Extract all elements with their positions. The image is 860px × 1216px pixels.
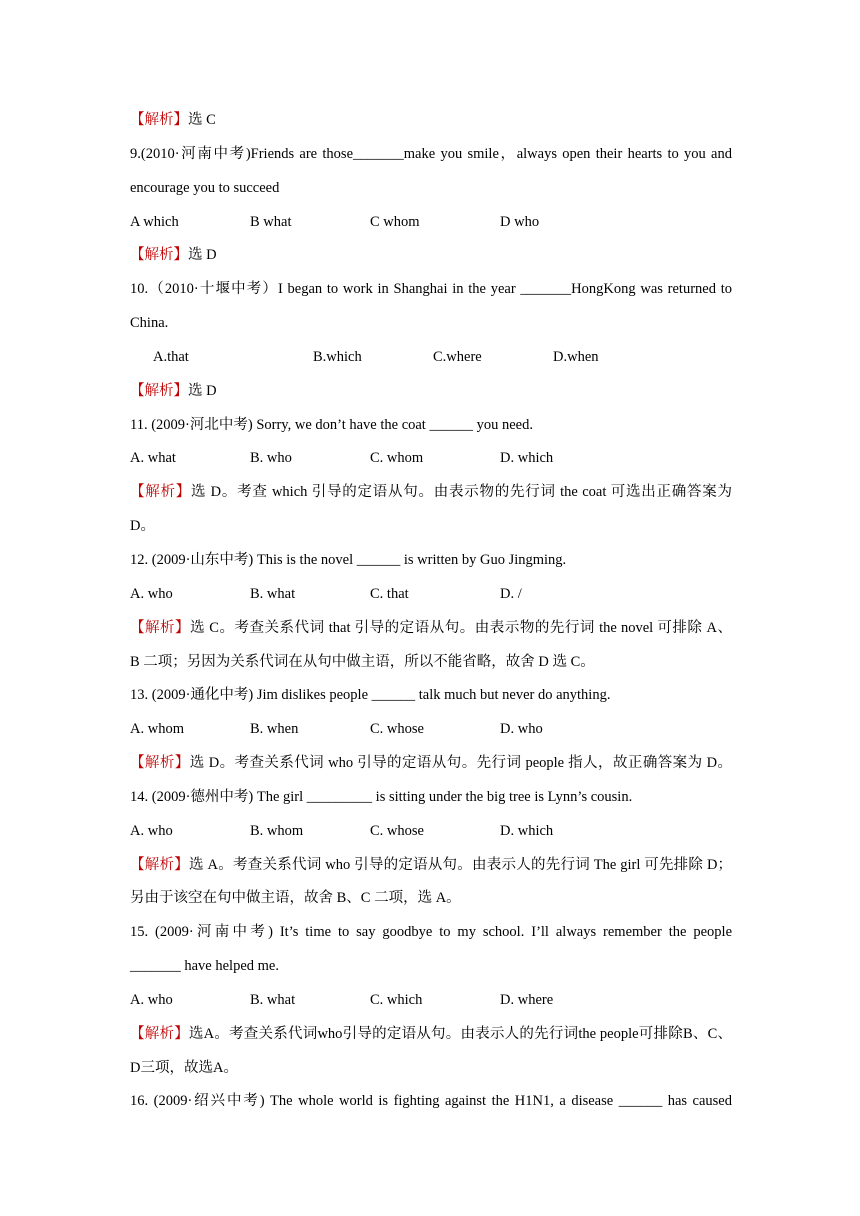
analysis-text: 选 C。考查关系代词 that 引导的定语从句。由表示物的先行词 the novel 可排除 A、 xyxy=(190,619,733,636)
analysis-text: 选 D。考查 which 引导的定语从句。由表示物的先行词 the coat 可选出正确答案为 xyxy=(191,484,732,501)
analysis-line xyxy=(130,104,732,138)
option-item: C. whose xyxy=(370,822,424,839)
analysis-tag: 【解析】 xyxy=(130,247,188,264)
question-line: _______ have helped me. xyxy=(130,958,279,975)
analysis-line xyxy=(130,747,732,781)
options-line xyxy=(130,984,732,1018)
option-item: C whom xyxy=(370,213,420,230)
option-item: B.which xyxy=(313,348,362,365)
question-line: B 二项；另因为关系代词在从句中做主语，所以不能省略，故舍 D 选 C。 xyxy=(130,653,595,670)
option-item: C. whom xyxy=(370,450,424,467)
option-item: D.when xyxy=(553,348,599,365)
option-item: C. whose xyxy=(370,721,424,738)
option-item: B. what xyxy=(250,991,296,1008)
analysis-line xyxy=(130,375,732,409)
question-line: 10.（2010·十堰中考）I began to work in Shanghai in the year _______HongKong was returned to xyxy=(130,281,732,298)
option-item: A. what xyxy=(130,450,176,467)
analysis-line xyxy=(130,239,732,273)
analysis-line xyxy=(130,476,732,510)
options-line xyxy=(130,206,732,240)
analysis-tag: 【解析】 xyxy=(130,1025,189,1042)
option-item: A. who xyxy=(130,585,173,602)
option-item: B. whom xyxy=(250,822,304,839)
question-line: 14. (2009·德州中考) The girl _________ is sitting under the big tree is Lynn’s cousin. xyxy=(130,788,633,805)
analysis-text: 选 D。考查关系代词 who 引导的定语从句。先行词 people 指人，故正确答案为 D。 xyxy=(189,755,732,772)
option-item: D. who xyxy=(500,721,543,738)
question-line: 16. (2009·绍兴中考) The whole world is fighting against the H1N1, a disease ______ has caused xyxy=(130,1093,732,1110)
analysis-tag: 【解析】 xyxy=(130,484,191,501)
analysis-tag: 【解析】 xyxy=(130,382,188,399)
analysis-text: 选 D xyxy=(188,247,217,264)
question-line: 11. (2009·河北中考) Sorry, we don’t have the coat ______ you need. xyxy=(130,416,533,433)
option-item: C. that xyxy=(370,585,409,602)
option-item: A. whom xyxy=(130,721,184,738)
option-item: D. / xyxy=(500,585,522,602)
question-line: D。 xyxy=(130,518,155,535)
analysis-tag: 【解析】 xyxy=(130,856,189,873)
question-line: D三项，故选A。 xyxy=(130,1059,238,1076)
analysis-text: 选 A。考查关系代词 who 引导的定语从句。由表示人的先行词 The girl 可先排除 D； xyxy=(188,856,732,873)
option-item: B. when xyxy=(250,721,299,738)
question-line: 另由于该空在句中做主语，故舍 B、C 二项，选 A。 xyxy=(130,890,461,907)
question-line: 9.(2010·河南中考)Friends are those_______make you smile，always open their hearts to you and xyxy=(130,145,732,162)
question-line: 12. (2009·山东中考) This is the novel ______ is written by Guo Jingming. xyxy=(130,551,567,568)
question-line: 13. (2009·通化中考) Jim dislikes people ______ talk much but never do anything. xyxy=(130,687,611,704)
option-item: D. where xyxy=(500,991,554,1008)
analysis-line xyxy=(130,1018,732,1052)
option-item: A. who xyxy=(130,822,173,839)
analysis-text: 选 C xyxy=(188,112,216,128)
option-item: C. which xyxy=(370,991,423,1008)
options-line xyxy=(130,713,732,747)
option-item: D who xyxy=(500,213,540,230)
analysis-tag: 【解析】 xyxy=(130,755,190,772)
option-item: C.where xyxy=(433,348,482,365)
option-item: B. what xyxy=(250,585,296,602)
question-line: 15. (2009·河南中考) It’s time to say goodbye to my school. I’ll always remember the people xyxy=(130,924,732,941)
option-item: A which xyxy=(130,213,179,230)
option-item: B what xyxy=(250,213,292,230)
option-item: D. which xyxy=(500,450,554,467)
options-line xyxy=(130,578,732,612)
option-item: D. which xyxy=(500,822,554,839)
analysis-line xyxy=(130,612,732,646)
analysis-tag: 【解析】 xyxy=(130,619,191,636)
document-page xyxy=(130,104,732,1119)
options-line xyxy=(130,341,732,375)
options-line xyxy=(130,442,732,476)
question-line: encourage you to succeed xyxy=(130,179,280,196)
option-item: A.that xyxy=(153,348,189,365)
options-line xyxy=(130,815,732,849)
question-line: China. xyxy=(130,315,169,332)
option-item: B. who xyxy=(250,450,292,467)
analysis-line xyxy=(130,849,732,883)
option-item: A. who xyxy=(130,991,173,1008)
analysis-text: 选 D xyxy=(188,382,217,399)
analysis-text: 选A。考查关系代词who引导的定语从句。由表示人的先行词the people可排除B、C、 xyxy=(188,1025,732,1042)
analysis-tag: 【解析】 xyxy=(130,112,188,128)
